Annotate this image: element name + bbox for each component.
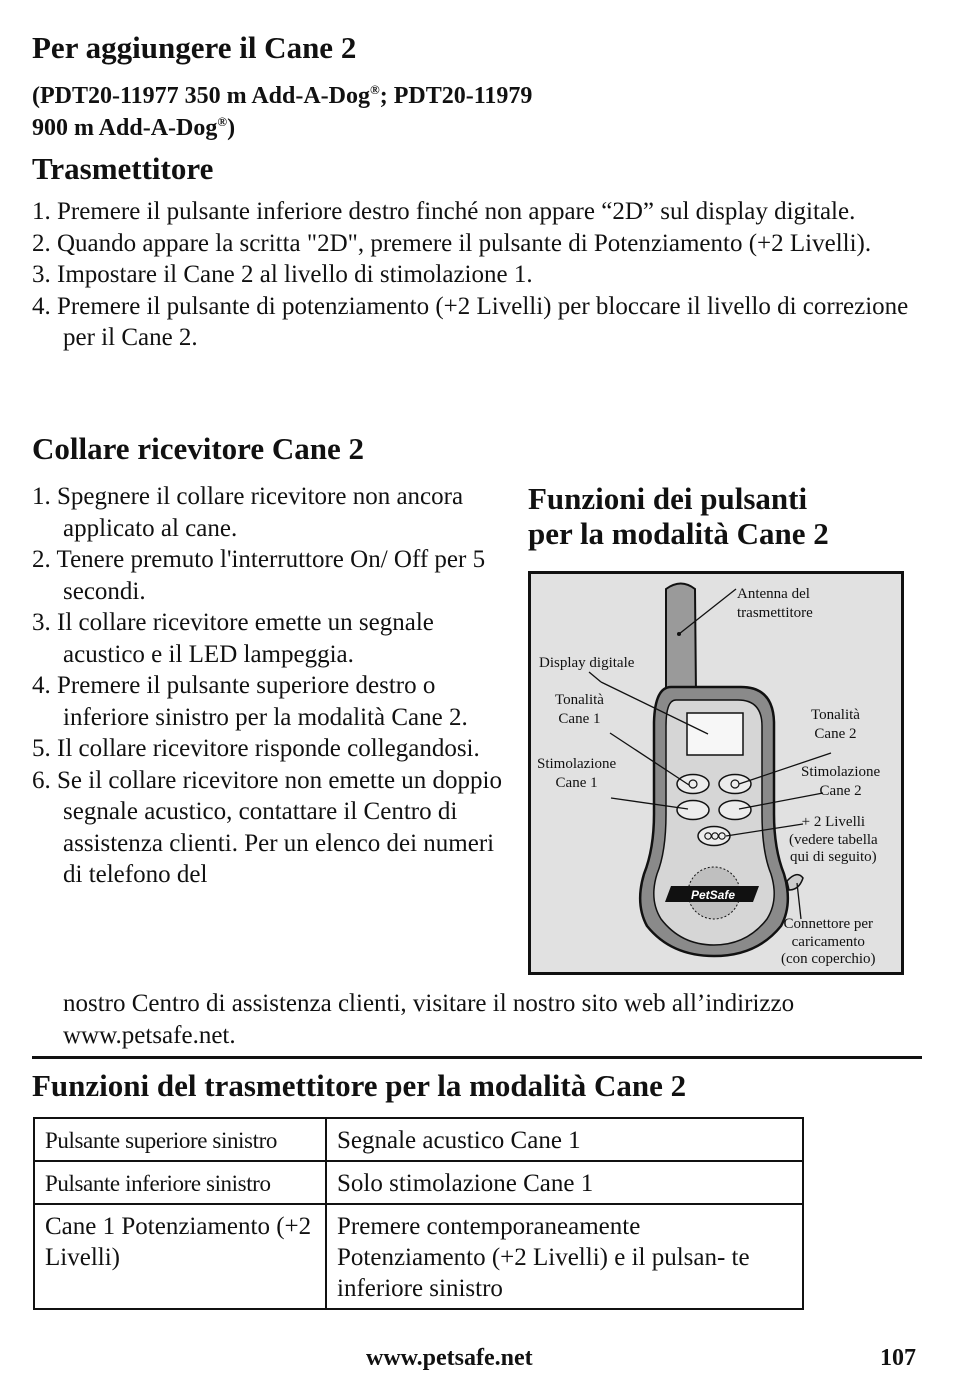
callout-text: Cane 2: [819, 783, 862, 799]
callout-tone-dog1: [555, 691, 604, 729]
button-functions-heading-2: per la modalità Cane 2: [528, 516, 829, 551]
model-line-2: [32, 107, 235, 143]
section-divider: [32, 1056, 922, 1059]
table-cell-button: Cane 1 Potenziamento (+2 Livelli): [34, 1204, 326, 1309]
receiver-step: 3. Il collare ricevitore emette un segnale acustico e il LED lampeggia.: [32, 609, 434, 668]
tone-dog1-button-icon: [677, 775, 709, 794]
receiver-heading: Collare ricevitore Cane 2: [32, 431, 364, 466]
model-text-2: ; PDT20-11979: [379, 83, 533, 109]
callout-tone-dog2: [811, 706, 860, 744]
callout-text: Cane 1: [555, 775, 598, 791]
transmitter-heading: Trasmettitore: [32, 151, 214, 186]
page-title: Per aggiungere il Cane 2: [32, 30, 357, 65]
callout-text: Tonalità: [555, 692, 604, 708]
transmitter-functions-heading: Funzioni del trasmettitore per la modalità Cane 2: [32, 1068, 687, 1103]
callout-boost: [789, 814, 878, 867]
table-cell-button: Pulsante superiore sinistro: [34, 1118, 326, 1161]
table-cell-button: Pulsante inferiore sinistro: [34, 1161, 326, 1204]
callout-display: [539, 654, 634, 673]
transmitter-step: 2. Quando appare la scritta "2D", premere il pulsante di Potenziamento (+2 Livelli).: [32, 229, 872, 257]
transmitter-functions-table: [33, 1117, 804, 1310]
transmitter-step: 1. Premere il pulsante inferiore destro finché non appare “2D” sul display digitale.: [32, 198, 856, 225]
callout-antenna: [737, 585, 813, 623]
model-line-1: [32, 75, 532, 111]
callout-charging-connector: [781, 916, 876, 969]
callout-stim-dog2: [801, 763, 880, 801]
model-text-4: ): [227, 115, 236, 141]
receiver-step: 5. Il collare ricevitore risponde collegandosi.: [32, 735, 480, 762]
digital-display-icon: [687, 713, 743, 755]
callout-text: Tonalità: [811, 707, 860, 723]
table-cell-function: Premere contemporaneamente Potenziamento (+2 Livelli) e il pulsan- te inferiore sinistro: [326, 1204, 803, 1309]
receiver-step: 2. Tenere premuto l'interruttore On/ Off per 5 secondi.: [32, 546, 486, 605]
table-cell-function: Segnale acustico Cane 1: [326, 1118, 803, 1161]
receiver-step: 4. Premere il pulsante superiore destro o inferiore sinistro per la modalità Cane 2.: [32, 672, 468, 731]
tone-dog2-button-icon: [719, 775, 751, 794]
stim-dog2-button-icon: [719, 801, 751, 820]
table-cell-function: Solo stimolazione Cane 1: [326, 1161, 803, 1204]
receiver-step: 1. Spegnere il collare ricevitore non ancora applicato al cane.: [32, 483, 464, 542]
registered-mark: ®: [217, 114, 228, 129]
model-text-3: 900 m Add-A-Dog: [32, 115, 218, 141]
footer-url[interactable]: www.petsafe.net: [366, 1345, 533, 1371]
receiver-steps: [32, 481, 508, 891]
callout-text: + 2 Livelli: [801, 814, 866, 830]
receiver-step6-continuation: nostro Centro di assistenza clienti, visitare il nostro sito web all’indirizzo www.petsafe.net.: [63, 990, 795, 1049]
callout-text: Stimolazione: [537, 756, 617, 772]
registered-mark: ®: [370, 82, 380, 97]
model-text-1: (PDT20-11977 350 m Add-A-Dog: [32, 83, 371, 109]
table-row: [34, 1118, 803, 1161]
transmitter-step: 3. Impostare il Cane 2 al livello di stimolazione 1.: [32, 261, 533, 288]
callout-text: (con coperchio): [781, 951, 876, 967]
antenna-icon: [666, 584, 696, 697]
callout-text: (vedere tabella: [789, 831, 878, 848]
callout-text: Antenna del: [737, 586, 810, 602]
receiver-step: 6. Se il collare ricevitore non emette un doppio segnale acustico, contattare il Centro di assistenza clienti. Per un elenco dei numeri di telefono del: [32, 766, 502, 888]
callout-text: Connettore per: [783, 916, 874, 932]
button-functions-heading-1: Funzioni dei pulsanti: [528, 481, 808, 516]
callout-text: qui di seguito): [790, 849, 877, 865]
callout-stim-dog1: [537, 755, 616, 793]
transmitter-step: 4. Premere il pulsante di potenziamento (+2 Livelli) per bloccare il livello di correzione per il Cane 2.: [32, 292, 909, 351]
callout-text: Stimolazione: [801, 764, 881, 780]
callout-text: Display digitale: [539, 655, 635, 671]
page-number: 107: [880, 1345, 916, 1371]
transmitter-steps: [32, 196, 927, 354]
charging-connector-icon: [787, 875, 803, 890]
callout-text: Cane 2: [814, 726, 857, 742]
petsafe-logo-text: PetSafe: [690, 888, 736, 902]
transmitter-diagram: [528, 571, 904, 975]
callout-text: Cane 1: [558, 711, 601, 727]
table-row: [34, 1204, 803, 1309]
stim-dog1-button-icon: [677, 801, 709, 820]
table-row: [34, 1161, 803, 1204]
callout-text: trasmettitore: [737, 605, 813, 621]
callout-text: caricamento: [791, 933, 865, 950]
